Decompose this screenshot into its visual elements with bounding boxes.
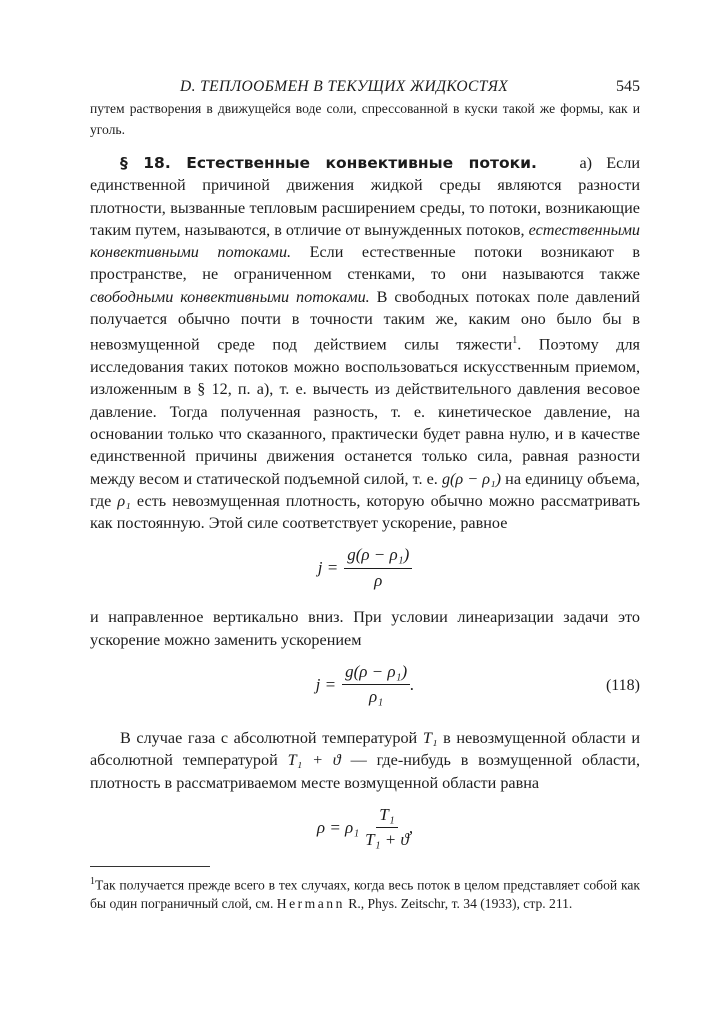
- footnote: [90, 873, 640, 914]
- section-heading: § 18. Естественные конвективные потоки.: [120, 154, 537, 172]
- text-span: Так получается прежде всего в тех случаях, когда весь поток в целом представляет собой как бы один пограничный слой, см.: [90, 877, 640, 911]
- footnote-mark: 1: [90, 875, 95, 887]
- fraction: [342, 661, 410, 709]
- text-span: — где-нибудь в возмущенной области, плотность в рассматриваемом месте возмущенной области равна: [90, 751, 641, 792]
- formula-118: [90, 661, 640, 713]
- fraction-denominator: T₁ + ϑ: [365, 830, 409, 850]
- fraction-numerator: T₁: [376, 804, 397, 828]
- text-span: В свободных потоках поле давлений получается обычно почти в точности таким же, каким оно было бы в невозмущенной среде под действием силы тяжести: [90, 287, 640, 354]
- text-span: . Поэтому для исследования таких потоков можно воспользоваться искусственным приемом, изложенным в § 12, п. а), т. е. вычесть из действительного давления весовое давление. Тогда полученная разность, т. е. кинетическое давление, на основании только что сказанного, практически будет равна нулю, и в качестве единственной причины движения останется только сила, равная разности между весом и статической подъемной силой, т. е.: [90, 335, 640, 488]
- page-number: 545: [616, 78, 640, 95]
- fraction-denominator: ρ₁: [369, 687, 384, 707]
- footnote-author: Hermann: [276, 895, 345, 911]
- formula-lhs: j =: [315, 674, 337, 694]
- formula-density: [90, 804, 640, 856]
- paragraph-gas-density: [90, 727, 640, 794]
- text-span: на единицу объема, где: [90, 469, 640, 510]
- fraction-numerator: g(ρ − ρ₁): [344, 544, 412, 568]
- intro-paragraph: путем растворения в движущейся воде соли, спрессованной в куски такой же формы, как и уголь.: [90, 101, 640, 137]
- inline-math: T₁ + ϑ: [287, 751, 341, 770]
- fraction: [344, 544, 412, 592]
- paragraph-linearization: и направленное вертикально вниз. При условии линеаризации задачи это ускорение можно заменить ускорением: [90, 608, 640, 649]
- text-span: в невозмущенной области и абсолютной температурой: [90, 729, 640, 770]
- term-natural-convection: естественными конвективными потоками.: [90, 220, 640, 262]
- text-span: В случае газа с абсолютной температурой: [120, 729, 423, 748]
- text-span: а) Если единственной причиной движения жидкой среды являются разности плотности, вызванные тепловым расширением среды, то потоки, возникающие таким путем, называются, в отличие от вынужденных потоков,: [90, 154, 641, 239]
- footnote-rule: [90, 866, 210, 867]
- text-span: R., Phys. Zeitschr, т. 34 (1933), стр. 211.: [344, 895, 573, 911]
- running-title: D. ТЕПЛООБМЕН В ТЕКУЩИХ ЖИДКОСТЯХ: [180, 78, 509, 95]
- text-span: Если естественные потоки возникают в пространстве, не ограниченном стенками, то они называются также: [90, 243, 640, 284]
- inline-math: ρ₁: [117, 491, 131, 510]
- inline-math: g(ρ − ρ₁): [441, 469, 502, 488]
- inline-math: T₁: [422, 729, 438, 748]
- text-span: есть невозмущенная плотность, которую обычно можно рассматривать как постоянную. Этой силе соответствует ускорение, равное: [90, 491, 640, 533]
- formula-acceleration: [90, 544, 640, 596]
- formula-tail: ,: [408, 817, 414, 837]
- fraction-denominator: ρ: [374, 570, 383, 590]
- page-header: [90, 70, 640, 98]
- term-free-convection: свободными конвективными потоками.: [90, 287, 370, 306]
- formula-lhs: j =: [317, 558, 339, 578]
- book-page: [90, 70, 640, 913]
- fraction: [365, 804, 409, 852]
- fraction-numerator: g(ρ − ρ₁): [342, 661, 410, 685]
- section-18-paragraph: [90, 152, 640, 534]
- formula-tail: .: [410, 674, 415, 694]
- equation-number: (118): [605, 677, 640, 695]
- formula-lhs: ρ = ρ₁: [316, 817, 360, 837]
- footnote-ref: 1: [512, 335, 518, 347]
